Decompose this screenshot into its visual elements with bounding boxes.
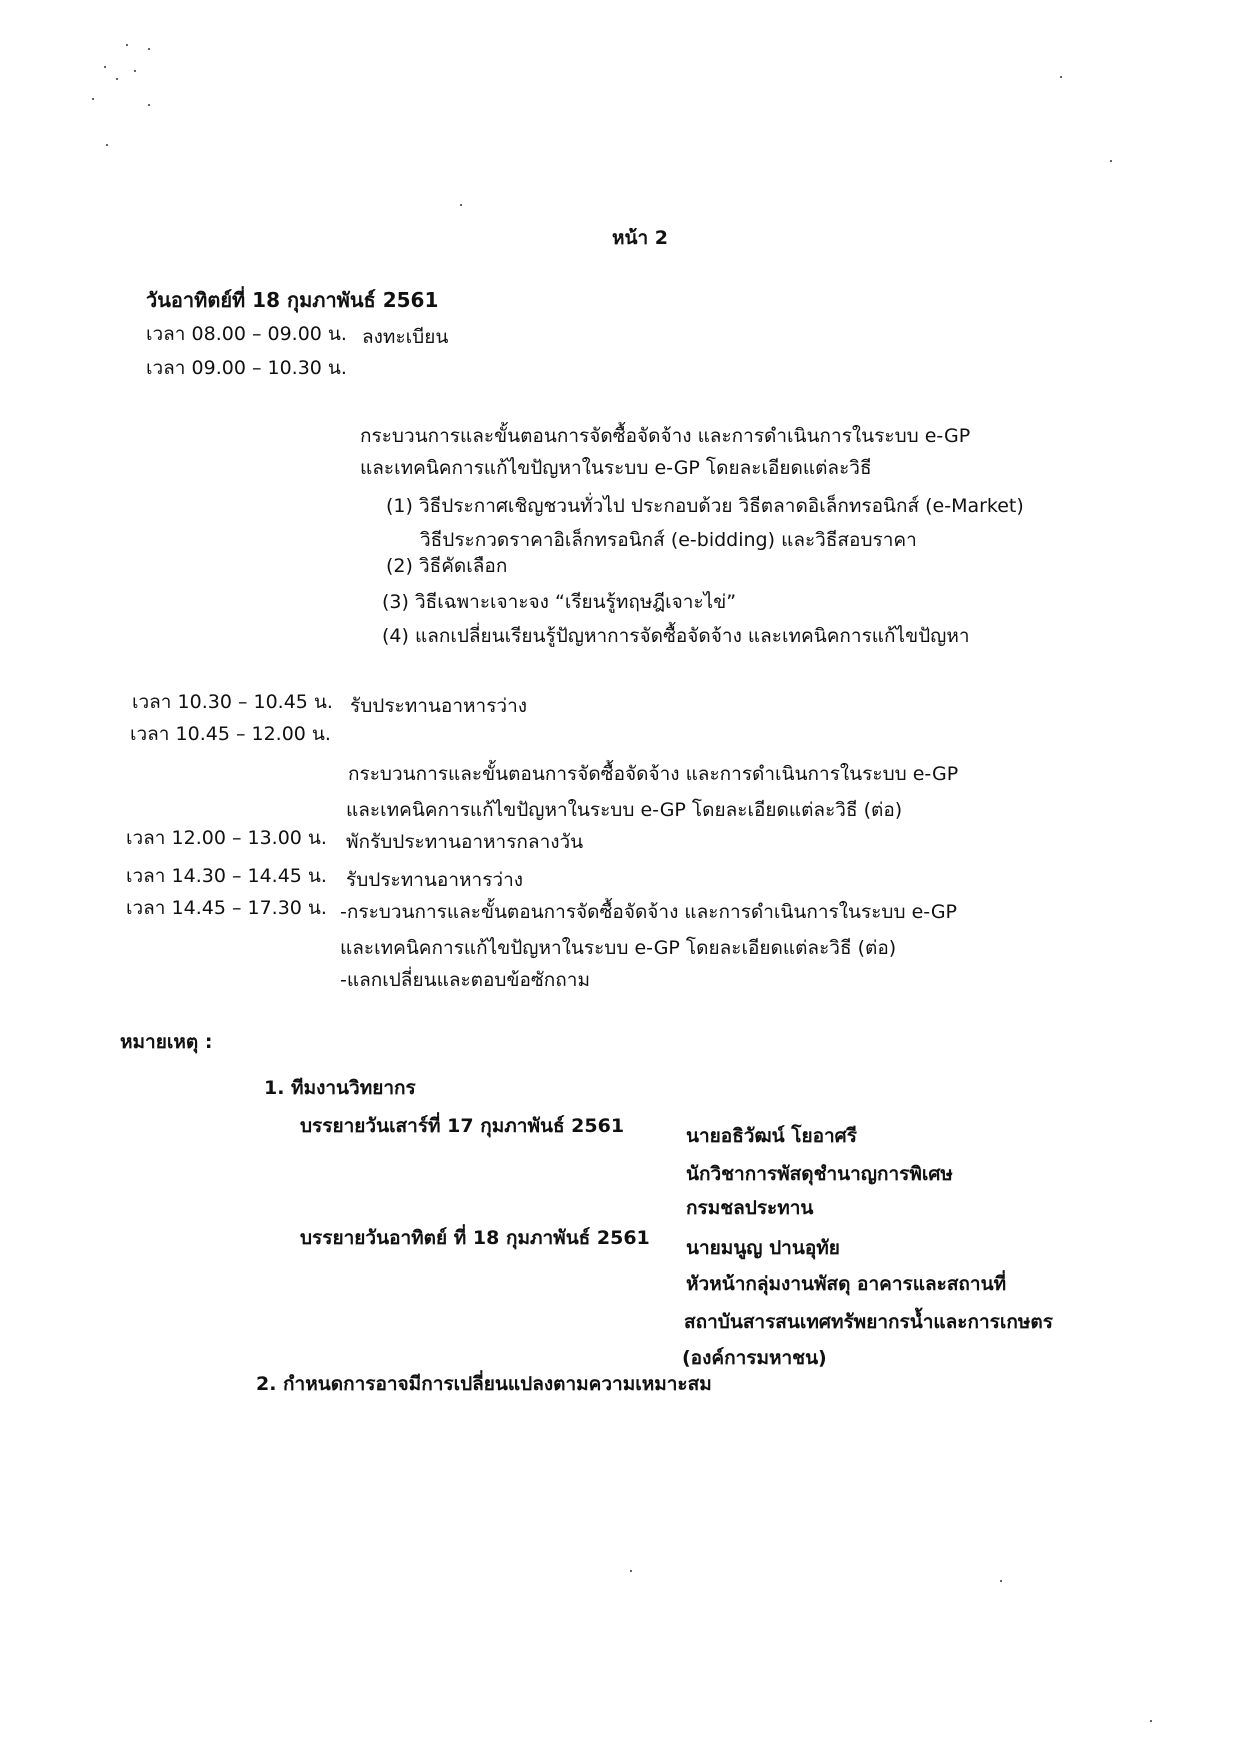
notes-heading: หมายเหตุ : <box>120 1031 213 1053</box>
note-2: 2. กำหนดการอาจมีการเปลี่ยนแปลงตามความเหมาะสม <box>256 1373 712 1395</box>
time-slot-7: เวลา 14.45 – 17.30 น. <box>126 897 327 919</box>
lecturer-2-org-2: (องค์การมหาชน) <box>682 1347 827 1369</box>
time-slot-3: เวลา 10.30 – 10.45 น. <box>132 691 333 713</box>
page-number: หน้า 2 <box>612 227 669 249</box>
activity-6: รับประทานอาหารว่าง <box>346 869 524 891</box>
lecture-1-date: บรรยายวันเสาร์ที่ 17 กุมภาพันธ์ 2561 <box>300 1115 625 1137</box>
method-item-1: (1) วิธีประกาศเชิญชวนทั่วไป ประกอบด้วย วิธีตลาดอิเล็กทรอนิกส์ (e-Market) <box>386 495 1024 517</box>
method-item-2: (2) วิธีคัดเลือก <box>386 555 508 577</box>
method-item-4: (4) แลกเปลี่ยนเรียนรู้ปัญหาการจัดซื้อจัดจ้าง และเทคนิคการแก้ไขปัญหา <box>382 625 970 647</box>
scan-speck <box>1060 76 1062 78</box>
lecture-2-date: บรรยายวันอาทิตย์ ที่ 18 กุมภาพันธ์ 2561 <box>300 1227 650 1249</box>
lecturer-2-position: หัวหน้ากลุ่มงานพัสดุ อาคารและสถานที่ <box>686 1273 1007 1295</box>
activity-4-line-2: และเทคนิคการแก้ไขปัญหาในระบบ e-GP โดยละเอียดแต่ละวิธี (ต่อ) <box>346 799 903 821</box>
scan-speck <box>92 98 94 100</box>
activity-4-line-1: กระบวนการและขั้นตอนการจัดซื้อจัดจ้าง และการดำเนินการในระบบ e-GP <box>348 763 959 785</box>
activity-1: ลงทะเบียน <box>362 326 449 348</box>
time-slot-2: เวลา 09.00 – 10.30 น. <box>146 357 347 379</box>
activity-2-line-1: กระบวนการและขั้นตอนการจัดซื้อจัดจ้าง และการดำเนินการในระบบ e-GP <box>360 425 971 447</box>
activity-7-line-2: และเทคนิคการแก้ไขปัญหาในระบบ e-GP โดยละเอียดแต่ละวิธี (ต่อ) <box>340 937 897 959</box>
time-slot-6: เวลา 14.30 – 14.45 น. <box>126 865 327 887</box>
lecturer-2-org-1: สถาบันสารสนเทศทรัพยากรน้ำและการเกษตร <box>684 1311 1053 1333</box>
lecturer-2-name: นายมนูญ ปานอุทัย <box>686 1237 840 1259</box>
lecturer-1-org: กรมชลประทาน <box>686 1197 814 1219</box>
lecturer-1-position: นักวิชาการพัสดุชำนาญการพิเศษ <box>686 1163 953 1185</box>
scan-speck <box>148 104 150 106</box>
time-slot-1: เวลา 08.00 – 09.00 น. <box>146 323 347 345</box>
method-item-1-cont: วิธีประกวดราคาอิเล็กทรอนิกส์ (e-bidding) และวิธีสอบราคา <box>420 529 917 551</box>
scan-speck <box>106 144 108 146</box>
method-item-3: (3) วิธีเฉพาะเจาะจง “เรียนรู้ทฤษฎีเจาะไข่” <box>382 591 737 613</box>
lecturer-1-name: นายอธิวัฒน์ โยอาศรี <box>686 1125 857 1147</box>
activity-2-line-2: และเทคนิคการแก้ไขปัญหาในระบบ e-GP โดยละเอียดแต่ละวิธี <box>360 457 872 479</box>
scan-speck <box>1150 1720 1152 1722</box>
scan-speck <box>116 78 118 80</box>
scan-speck <box>148 48 150 50</box>
scan-speck <box>630 1570 632 1572</box>
scan-speck <box>134 70 136 72</box>
activity-7-line-3: -แลกเปลี่ยนและตอบข้อซักถาม <box>340 969 590 991</box>
time-slot-4: เวลา 10.45 – 12.00 น. <box>130 723 331 745</box>
time-slot-5: เวลา 12.00 – 13.00 น. <box>126 827 327 849</box>
scan-speck <box>1000 1580 1002 1582</box>
scan-speck <box>460 204 462 206</box>
scan-speck <box>104 66 106 68</box>
scan-speck <box>1110 160 1112 162</box>
activity-5: พักรับประทานอาหารกลางวัน <box>346 831 584 853</box>
scan-speck <box>126 44 128 46</box>
activity-7-line-1: -กระบวนการและขั้นตอนการจัดซื้อจัดจ้าง และการดำเนินการในระบบ e-GP <box>340 901 958 923</box>
note-1: 1. ทีมงานวิทยากร <box>264 1077 416 1099</box>
activity-3: รับประทานอาหารว่าง <box>350 695 528 717</box>
day-heading: วันอาทิตย์ที่ 18 กุมภาพันธ์ 2561 <box>146 288 439 312</box>
